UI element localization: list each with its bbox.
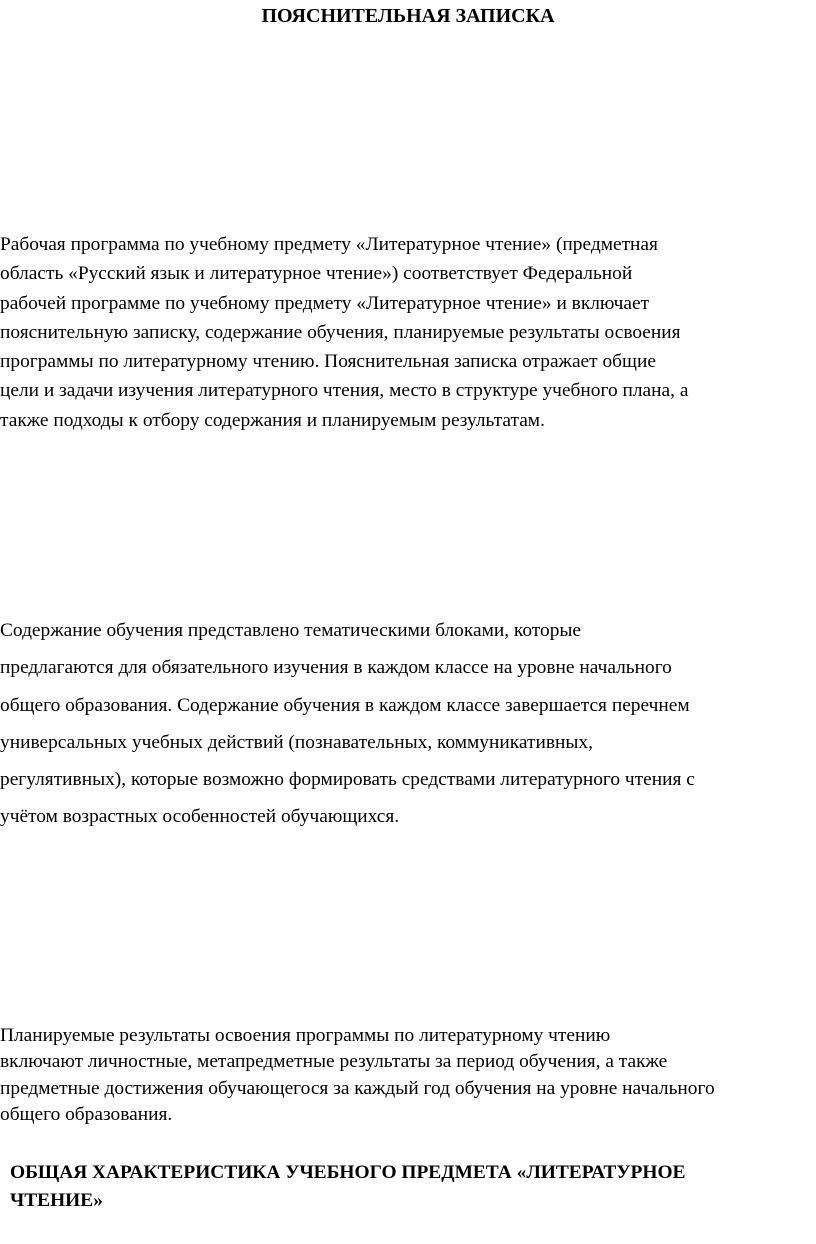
page-title: ПОЯСНИТЕЛЬНАЯ ЗАПИСКА (261, 5, 555, 27)
paragraph-learning-content: Содержание обучения представлено тематическими блоками, которые предлагаются для обязательного изучения в каждом классе на уровне начального общего образования. Содержание обучения в каждом классе завершается перечнем универсальных учебных действий (познавательных, коммуникативных, регулятивных), которые возможно формировать средствами литературного чтения с учётом возрастных особенностей обучающихся. (0, 620, 695, 828)
section-heading-general-characteristics: ОБЩАЯ ХАРАКТЕРИСТИКА УЧЕБНОГО ПРЕДМЕТА «ЛИТЕРАТУРНОЕ ЧТЕНИЕ» (10, 1162, 686, 1211)
paragraph-program-description: Рабочая программа по учебному предмету «Литературное чтение» (предметная область «Русский язык и литературное чтение») соответствует Федеральной рабочей программе по учебному предмету «Литературное чтение» и включает пояснительную записку, содержание обучения, планируемые результаты освоения программы по литературному чтению. Пояснительная записка отражает общие цели и задачи изучения литературного чтения, место в структуре учебного плана, а также подходы к отбору содержания и планируемым результатам. (0, 234, 689, 431)
paragraph-planned-results: Планируемые результаты освоения программы по литературному чтению включают личностные, метапредметные результаты за период обучения, а также предметные достижения обучающегося за каждый год обучения на уровне начального общего образования. (0, 1025, 715, 1125)
